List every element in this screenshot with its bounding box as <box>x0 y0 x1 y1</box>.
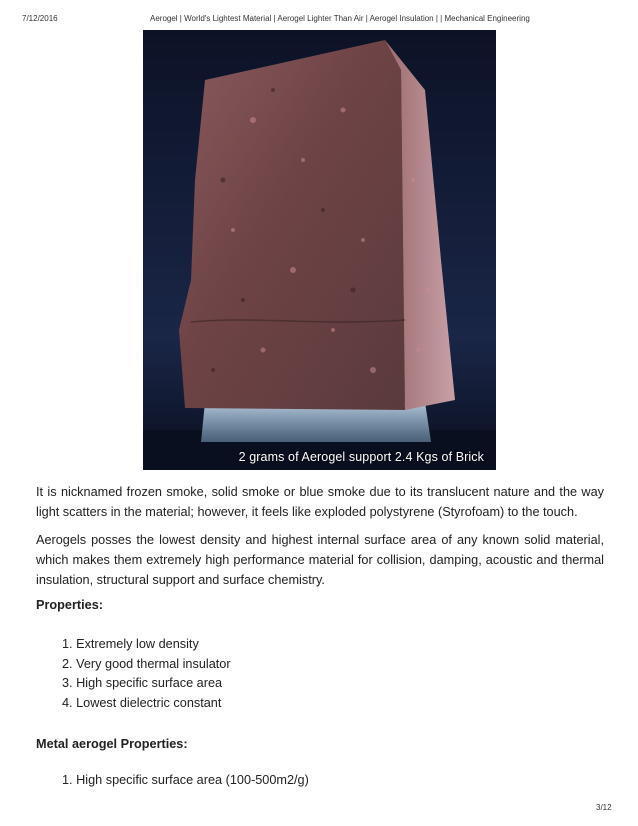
photo-illustration <box>143 30 496 470</box>
list-item: 4. Lowest dielectric constant <box>62 695 222 710</box>
paragraph-density: Aerogels posses the lowest density and highest internal surface area of any known solid material, which makes them extremely high performance material for collision, damping, acoustic and thermal insulation, structural support and surface chemistry. <box>36 533 604 587</box>
photo-caption: 2 grams of Aerogel support 2.4 Kgs of Brick <box>238 450 484 464</box>
header-title: Aerogel | World's Lightest Material | Aerogel Lighter Than Air | Aerogel Insulation | | Mechanical Engineering <box>150 14 530 23</box>
paragraph-nickname: It is nicknamed frozen smoke, solid smoke or blue smoke due to its translucent nature and the way light scatters in the material; however, it feels like exploded polystyrene (Styrofoam) to the touch. <box>36 485 604 519</box>
list-item: 1. High specific surface area (100-500m2/g) <box>62 773 309 787</box>
header-date: 7/12/2016 <box>22 14 58 23</box>
brick-on-aerogel-photo <box>143 30 496 470</box>
brick-front <box>179 40 405 410</box>
list-item: 3. High specific surface area <box>62 676 223 690</box>
metal-aerogel-list <box>62 771 309 791</box>
properties-heading: Properties: <box>36 598 103 612</box>
properties-list <box>62 635 231 713</box>
list-item: 2. Very good thermal insulator <box>62 656 231 671</box>
metal-aerogel-heading: Metal aerogel Properties: <box>36 737 188 751</box>
page-number: 3/12 <box>596 803 612 812</box>
list-item: 1. Extremely low density <box>62 637 199 651</box>
